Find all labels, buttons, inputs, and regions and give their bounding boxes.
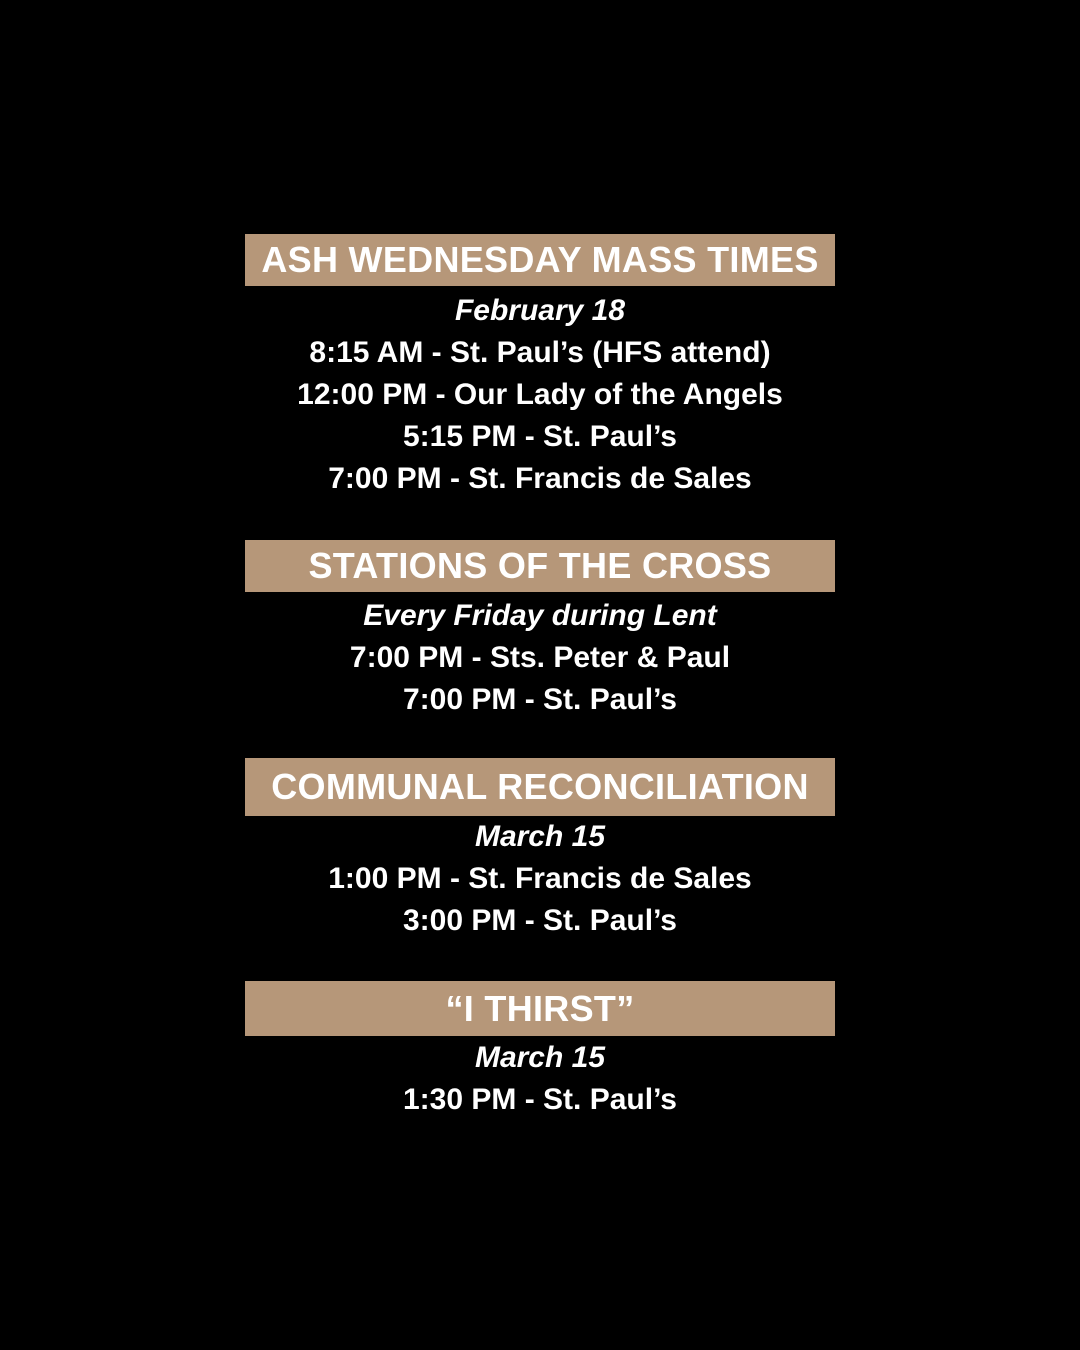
reconciliation-date: March 15 [474, 820, 606, 853]
stations-date: Every Friday during Lent [363, 599, 717, 632]
i-thirst-date: March 15 [474, 1041, 606, 1074]
reconciliation-time-2: 3:00 PM - St. Paul’s [403, 904, 677, 937]
i-thirst-time-1: 1:30 PM - St. Paul’s [403, 1083, 677, 1116]
reconciliation-banner [245, 758, 835, 816]
stations-title: STATIONS OF THE CROSS [308, 545, 772, 586]
ash-wednesday-time-2: 12:00 PM - Our Lady of the Angels [297, 378, 783, 411]
reconciliation-time-1: 1:00 PM - St. Francis de Sales [328, 862, 752, 895]
stations-time-2: 7:00 PM - St. Paul’s [403, 683, 677, 716]
ash-wednesday-time-3: 5:15 PM - St. Paul’s [403, 420, 677, 453]
ash-wednesday-banner [245, 234, 835, 286]
ash-wednesday-title: ASH WEDNESDAY MASS TIMES [261, 239, 819, 280]
i-thirst-title: “I THIRST” [445, 987, 635, 1029]
i-thirst-banner [245, 981, 835, 1036]
ash-wednesday-date: February 18 [454, 294, 626, 327]
reconciliation-title: COMMUNAL RECONCILIATION [271, 766, 809, 807]
ash-wednesday-time-1: 8:15 AM - St. Paul’s (HFS attend) [309, 336, 771, 369]
ash-wednesday-time-4: 7:00 PM - St. Francis de Sales [328, 462, 752, 495]
stations-time-1: 7:00 PM - Sts. Peter & Paul [349, 641, 731, 674]
stations-banner [245, 540, 835, 592]
